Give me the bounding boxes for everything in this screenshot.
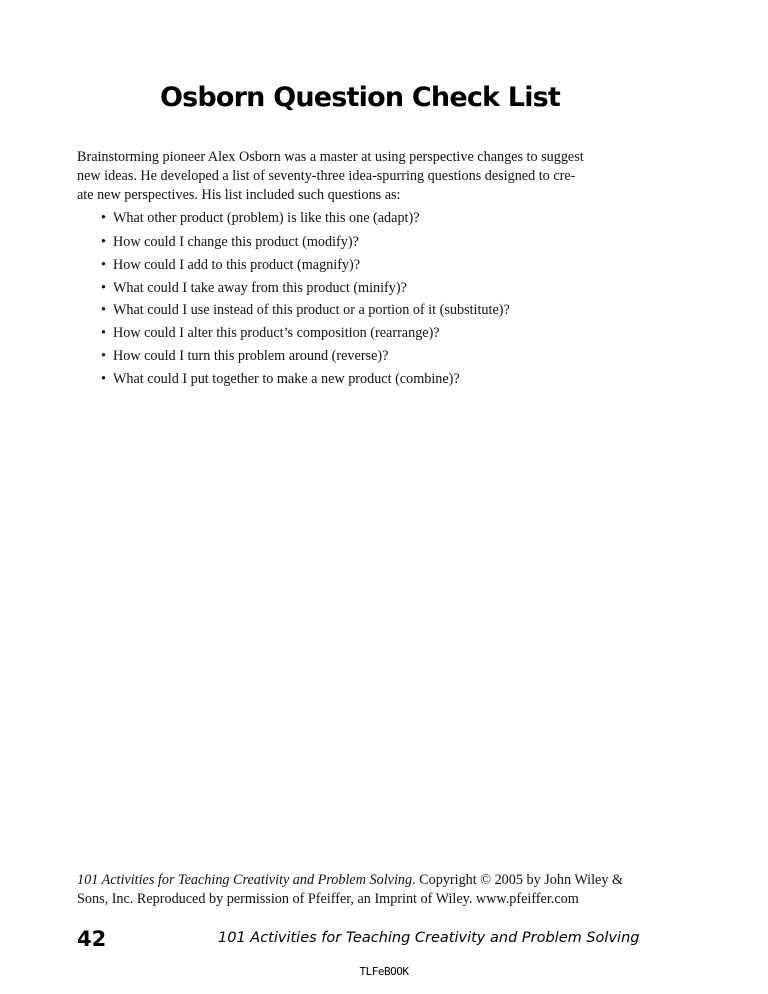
list-item bbox=[101, 257, 360, 274]
list-item bbox=[101, 210, 420, 227]
list-item bbox=[101, 325, 440, 342]
intro-line: new ideas. He developed a list of seventy-three idea-spurring questions designed to cre- bbox=[77, 168, 576, 184]
intro-line: ate new perspectives. His list included such questions as: bbox=[77, 187, 401, 203]
list-item-text: How could I alter this product’s composition (rearrange)? bbox=[113, 325, 440, 341]
page-title: Osborn Question Check List bbox=[159, 82, 561, 113]
bullet-icon: • bbox=[101, 280, 106, 296]
copyright-text: . Copyright © 2005 by John Wiley & bbox=[412, 872, 624, 888]
page-number: 42 bbox=[77, 927, 107, 951]
bullet-icon: • bbox=[101, 234, 106, 250]
bullet-icon: • bbox=[101, 348, 106, 364]
list-item-text: How could I add to this product (magnify)? bbox=[113, 257, 361, 273]
bullet-icon: • bbox=[101, 325, 106, 341]
bullet-icon: • bbox=[101, 210, 106, 226]
list-item-text: How could I turn this problem around (reverse)? bbox=[113, 348, 389, 364]
list-item bbox=[101, 348, 388, 365]
list-item-text: What other product (problem) is like this one (adapt)? bbox=[113, 210, 420, 226]
book-title: 101 Activities for Teaching Creativity and Problem Solving bbox=[77, 872, 413, 888]
list-item-text: What could I take away from this product (minify)? bbox=[113, 280, 407, 296]
list-item bbox=[101, 371, 460, 388]
list-item bbox=[101, 234, 359, 251]
list-item-text: What could I put together to make a new product (combine)? bbox=[113, 371, 460, 387]
list-item-text: What could I use instead of this product or a portion of it (substitute)? bbox=[113, 302, 510, 318]
intro-line: Brainstorming pioneer Alex Osborn was a master at using perspective changes to suggest bbox=[77, 149, 584, 165]
bullet-icon: • bbox=[101, 371, 106, 387]
list-item bbox=[101, 280, 407, 297]
watermark: TLFeBOOK bbox=[359, 965, 409, 978]
bullet-icon: • bbox=[101, 302, 106, 318]
running-footer: 101 Activities for Teaching Creativity and Problem Solving bbox=[218, 930, 640, 946]
list-item-text: How could I change this product (modify)? bbox=[113, 234, 359, 250]
bullet-icon: • bbox=[101, 257, 106, 273]
copyright-text: Sons, Inc. Reproduced by permission of Pfeiffer, an Imprint of Wiley. www.pfeiffer.com bbox=[77, 891, 579, 907]
list-item bbox=[101, 302, 510, 319]
